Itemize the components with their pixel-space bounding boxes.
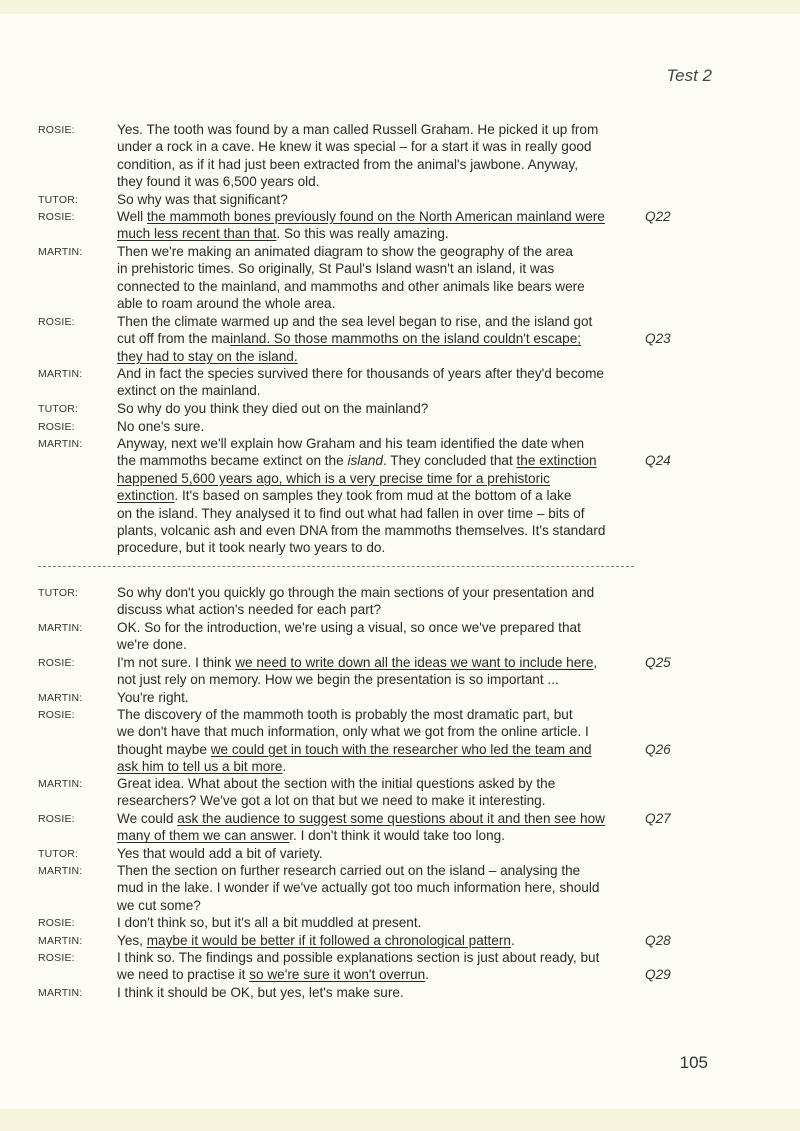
- dialogue-line: We could ask the audience to suggest some questions about it and then see how: [117, 811, 605, 826]
- dialogue-text: [117, 191, 637, 208]
- dialogue-line: So why don't you quickly go through the main sections of your presentation and: [117, 585, 595, 600]
- dialogue-line: discuss what action's needed for each part?: [117, 602, 382, 618]
- dialogue-text: [117, 584, 637, 619]
- dialogue-line: they found it was 6,500 years old.: [117, 174, 320, 190]
- dialogue-line: And in fact the species survived there for thousands of years after they'd become: [117, 366, 604, 381]
- speaker-label: MARTIN:: [38, 692, 83, 704]
- dialogue-line: extinct on the mainland.: [117, 383, 261, 399]
- speaker-label: TUTOR:: [38, 403, 79, 415]
- speaker-label: MARTIN:: [38, 622, 83, 634]
- speaker-label: ROSIE:: [38, 709, 75, 721]
- dialogue-line: the mammoths became extinct on the island. They concluded that the extinction: [117, 453, 597, 469]
- question-marker: Q24: [645, 453, 671, 469]
- speaker-label: ROSIE:: [38, 813, 75, 825]
- dialogue-line: Then the climate warmed up and the sea level began to rise, and the island got: [117, 314, 593, 329]
- dialogue-text: [117, 121, 637, 191]
- speaker-label: MARTIN:: [38, 987, 83, 999]
- dialogue-line: I think so. The findings and possible explanations section is just about ready, but: [117, 950, 600, 965]
- speaker-label: ROSIE:: [38, 316, 75, 328]
- dialogue-text: [117, 619, 637, 654]
- dialogue-text: [117, 400, 637, 417]
- dialogue-text: [117, 706, 637, 776]
- question-marker: Q26: [645, 741, 671, 757]
- dialogue-text: [117, 208, 637, 243]
- dialogue-line: many of them we can answer. I don't think it would take too long.: [117, 828, 505, 844]
- dialogue-line: thought maybe we could get in touch with the researcher who led the team and: [117, 741, 592, 757]
- dialogue-line: we don't have that much information, only what we got from the online article. I: [117, 724, 589, 740]
- speaker-label: MARTIN:: [38, 438, 83, 450]
- dialogue-line: Yes, maybe it would be better if it followed a chronological pattern.: [117, 933, 515, 948]
- dialogue-line: plants, volcanic ash and even DNA from the mammoths themselves. It's standard: [117, 522, 606, 538]
- dialogue-line: much less recent than that. So this was really amazing.: [117, 226, 449, 242]
- dialogue-line: Then the section on further research carried out on the island – analysing the: [117, 863, 581, 878]
- dialogue-line: mud in the lake. I wonder if we've actually got too much information here, should: [117, 880, 600, 896]
- question-marker: Q27: [645, 811, 671, 826]
- speaker-label: MARTIN:: [38, 865, 83, 877]
- dialogue-text: [117, 775, 637, 810]
- dialogue-text: [117, 810, 637, 845]
- dialogue-line: So why was that significant?: [117, 192, 288, 207]
- question-marker: Q23: [645, 331, 671, 347]
- dialogue-line: I think it should be OK, but yes, let's make sure.: [117, 985, 404, 1000]
- speaker-label: ROSIE:: [38, 421, 75, 433]
- speaker-label: MARTIN:: [38, 368, 83, 380]
- dialogue-line: researchers? We've got a lot on that but we need to make it interesting.: [117, 793, 546, 809]
- question-marker: Q29: [645, 967, 671, 983]
- speaker-label: ROSIE:: [38, 657, 75, 669]
- dialogue-line: Then we're making an animated diagram to show the geography of the area: [117, 244, 573, 259]
- dialogue-line: extinction. It's based on samples they took from mud at the bottom of a lake: [117, 488, 572, 504]
- dialogue-line: happened 5,600 years ago, which is a very precise time for a prehistoric: [117, 470, 550, 486]
- question-marker: Q25: [645, 655, 671, 670]
- dialogue-text: [117, 365, 637, 400]
- test-label: Test 2: [666, 66, 712, 85]
- dialogue-line: OK. So for the introduction, we're using a visual, so once we've prepared that: [117, 620, 581, 635]
- dialogue-line: cut off from the mainland. So those mammoths on the island couldn't escape;: [117, 331, 582, 347]
- dialogue-line: Yes that would add a bit of variety.: [117, 846, 323, 861]
- question-marker: Q28: [645, 933, 671, 948]
- dialogue-text: [117, 862, 637, 914]
- page-bottom-edge: [0, 1109, 800, 1131]
- dialogue-line: under a rock in a cave. He knew it was special – for a start it was in really good: [117, 139, 592, 155]
- dialogue-line: I don't think so, but it's all a bit muddled at present.: [117, 915, 422, 930]
- dialogue-text: [117, 689, 637, 706]
- dialogue-line: connected to the mainland, and mammoths and other animals like bears were: [117, 278, 585, 294]
- dialogue-line: You're right.: [117, 690, 189, 705]
- dialogue-text: [117, 435, 637, 557]
- dialogue-line: in prehistoric times. So originally, St Paul's Island wasn't an island, it was: [117, 261, 555, 277]
- dialogue-line: on the island. They analysed it to find out what had fallen in over time – bits of: [117, 505, 585, 521]
- dialogue-line: we cut some?: [117, 897, 201, 913]
- dialogue-text: [117, 418, 637, 435]
- page-top-edge: [0, 0, 800, 14]
- dialogue-text: [117, 243, 637, 313]
- speaker-label: TUTOR:: [38, 848, 79, 860]
- speaker-label: TUTOR:: [38, 587, 79, 599]
- dialogue-text: [117, 932, 637, 949]
- dialogue-line: we're done.: [117, 637, 187, 653]
- dialogue-line: Anyway, next we'll explain how Graham and his team identified the date when: [117, 436, 585, 451]
- section-divider: [38, 566, 634, 567]
- dialogue-line: they had to stay on the island.: [117, 348, 298, 364]
- speaker-label: ROSIE:: [38, 211, 75, 223]
- dialogue-text: [117, 845, 637, 862]
- dialogue-line: Well the mammoth bones previously found on the North American mainland were: [117, 209, 605, 224]
- dialogue-text: [117, 984, 637, 1001]
- question-marker: Q22: [645, 209, 671, 224]
- dialogue-line: not just rely on memory. How we begin the presentation is so important ...: [117, 672, 559, 688]
- dialogue-line: we need to practise it so we're sure it won't overrun.: [117, 967, 429, 983]
- speaker-label: TUTOR:: [38, 194, 79, 206]
- speaker-label: MARTIN:: [38, 778, 83, 790]
- dialogue-line: I'm not sure. I think we need to write down all the ideas we want to include here,: [117, 655, 598, 670]
- speaker-label: ROSIE:: [38, 917, 75, 929]
- dialogue-text: [117, 949, 637, 984]
- speaker-label: ROSIE:: [38, 124, 75, 136]
- page-number: 105: [679, 1053, 708, 1072]
- dialogue-text: [117, 654, 637, 689]
- dialogue-line: No one's sure.: [117, 419, 205, 434]
- dialogue-text: [117, 313, 637, 365]
- dialogue-line: ask him to tell us a bit more.: [117, 759, 287, 775]
- speaker-label: MARTIN:: [38, 935, 83, 947]
- dialogue-line: Yes. The tooth was found by a man called Russell Graham. He picked it up from: [117, 122, 599, 137]
- dialogue-line: able to roam around the whole area.: [117, 296, 336, 312]
- dialogue-line: condition, as if it had just been extracted from the animal's jawbone. Anyway,: [117, 156, 579, 172]
- dialogue-line: Great idea. What about the section with the initial questions asked by the: [117, 776, 556, 791]
- dialogue-line: procedure, but it took nearly two years to do.: [117, 540, 386, 556]
- dialogue-text: [117, 914, 637, 931]
- speaker-label: MARTIN:: [38, 246, 83, 258]
- dialogue-line: So why do you think they died out on the mainland?: [117, 401, 429, 416]
- dialogue-line: The discovery of the mammoth tooth is probably the most dramatic part, but: [117, 707, 573, 722]
- speaker-label: ROSIE:: [38, 952, 75, 964]
